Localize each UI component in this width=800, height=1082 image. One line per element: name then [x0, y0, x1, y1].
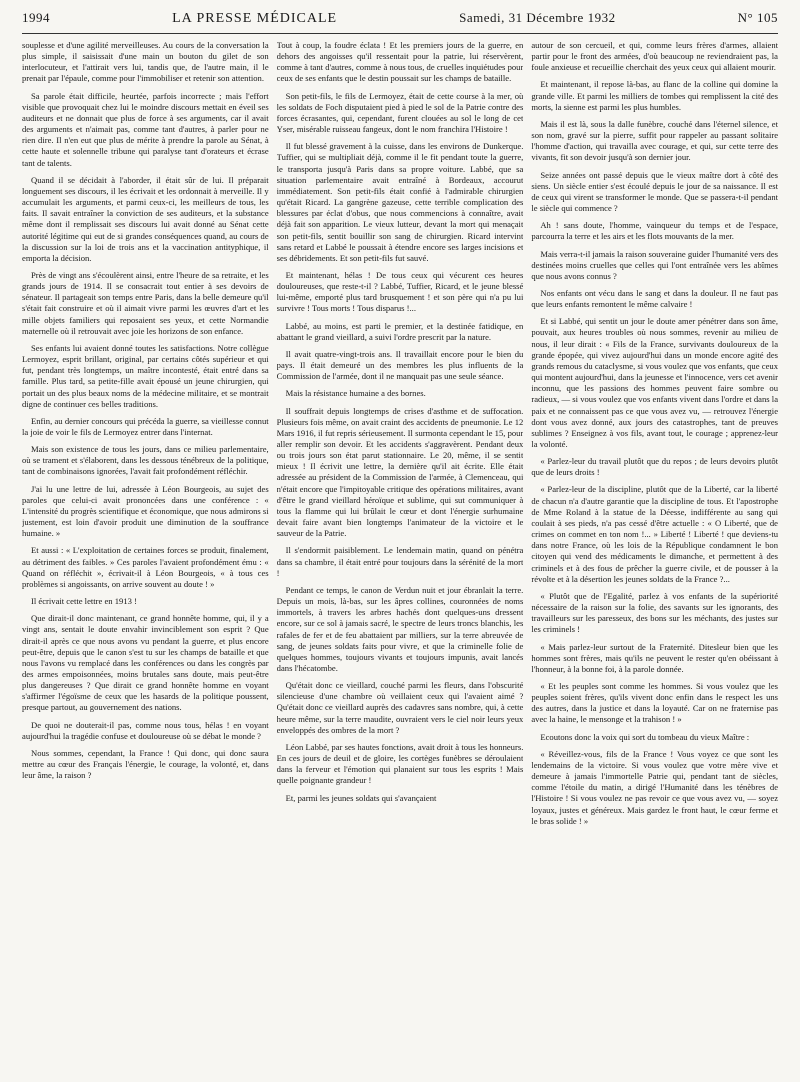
- paragraph: Et, parmi les jeunes soldats qui s'avançaient: [285, 792, 437, 803]
- paragraph: Et si Labbé, qui sentit un jour le doute amer pénétrer dans son âme, pouvait, aux heures troubles où nous sommes, revenir au milieu de nous, il leur dirait : « Fils de la France, survivants douloureux de la grande épopée, qui vivez aujourd'hui dans un monde encore agité des grands remous du cataclysme, si vous voulez que vos enfants, que ceux qui montent aujourd'hui, dans la jeunesse et l'innocence, vers cet avenir inconnu, que les passions des hommes peuvent faire sombre ou radieux, — si vous voulez que vos enfants vivent dans l'ordre et dans la paix et ne connaissent pas ce que vous avez vu, — retrouvez l'énergie dont vous avez donné, aux jours des catastrophes, tant de preuves sublimes ? Enseignez à vos fils, avant tout, le courage ; apprenez-leur la volonté.: [531, 316, 779, 449]
- paragraph: « Réveillez-vous, fils de la France ! Vous voyez ce que sont les lendemains de la victoire. Si vous voulez que votre mère vive et demeure à jamais l'immortelle Patrie qui, pendant tant de siècles, comme l'étoile du matin, a dirigé l'Humanité dans les ténèbres de l'Histoire ! Si vous voulez ne pas revoir ce que vous avez vu, — soyez loyaux, justes et généreux. Mais gardez le front haut, le cœur ferme et le bras solide ! »: [531, 748, 779, 826]
- paragraph: Sa parole était difficile, heurtée, parfois incorrecte ; mais l'effort visible que provoquait chez lui le moindre discours mettait en éveil ses auditeurs et ne donnait que plus de force à ses arguments, car il avait des arguments et n'aimait pas, comme tant d'autres, à parler pour ne rien dire. Il n'en eut que plus de mérite à prendre la parole au Sénat, à cette haute et solennelle tribune qui paralyse tant d'orateurs et écrase tant de talents.: [22, 90, 269, 168]
- paragraph: Labbé, au moins, est parti le premier, et la destinée fatidique, en abattant le grand vieillard, a suivi l'ordre prescrit par la nature.: [276, 320, 524, 342]
- paragraph: « Parlez-leur du travail plutôt que du repos ; de leurs devoirs plutôt que de leurs droits !: [531, 456, 779, 478]
- paragraph: Quand il se décidait à l'aborder, il était sûr de lui. Il préparait longuement ses discours, il les écrivait et les ordonnait à merveille. Il y accumulait les arguments, et parmi ceux-ci, les meilleurs de tous, les faits. Il savait entraîner la conviction de ses auditeurs, et la substance même dont il remplissait ses discours lui avait donné au Sénat cette autorité légitime qui eut de si grandes conséquences quand, au cours de la discussion sur la loi de trois ans et la vaccination antityphique, il emporta la décision.: [22, 174, 269, 263]
- paragraph: Il fut blessé gravement à la cuisse, dans les environs de Dunkerque. Tuffier, qui se multipliait déjà, comme il le fit pendant toute la guerre, le transporta jusqu'à Paris dans sa propre voiture. Labbé, que sa situation parlementaire avait entraîné à Bordeaux, accourut immédiatement. Son petit-fils était confié à l'admirable chirurgien qu'était Ricard. La gangrène gazeuse, cette terrible complication des blessures par éclat d'obus, que nous commencions à connaître, avait déjà fait son apparition. Le vieux lutteur, devant la mort qui menaçait son petit-fils, sentit bouillir son sang de chirurgien. Ricard intervint sans retard et Labbé le poussait à étendre encore ses larges incisions et ses débridements. Et son petit-fils fut sauvé.: [276, 141, 524, 263]
- paragraph: Seize années ont passé depuis que le vieux maître dort à côté des siens. Un siècle entier s'est écoulé depuis le jour de sa naissance. Il est de ceux qui virent se transformer le monde. Que se passera-t-il pendant le siècle qui commence ?: [531, 169, 779, 214]
- paragraph: Et aussi : « L'exploitation de certaines forces se produit, finalement, au détriment des faibles. » Ces paroles l'avaient profondément ému : « Quand on réfléchit », écrivait-il à Léon Bourgeois, « à tous ces problèmes si angoissants, on arrive souvent au doute ! »: [22, 545, 269, 589]
- paragraph: Près de vingt ans s'écoulèrent ainsi, entre l'heure de sa retraite, et les grands jours de 1914. Il se consacrait tout entier à ses devoirs de sénateur. Il partageait son temps entre Paris, dans la belle demeure qu'il s'était fait construire et où il aimait vivre parmi les œuvres d'art et les mille objets familiers qui reposaient ses yeux, et cette Normandie maternelle où il retrouvait avec joie les horizons de son enfance.: [22, 269, 269, 336]
- paragraph: Léon Labbé, par ses hautes fonctions, avait droit à tous les honneurs. En ces jours de deuil et de gloire, les cortèges funèbres se déroulaient dans la ferveur et l'émotion qui planaient sur tous les esprits ! Mais quelle poignante grandeur !: [276, 741, 524, 786]
- paragraph: Mais la résistance humaine a des bornes.: [285, 388, 426, 399]
- column-left: [22, 40, 269, 1060]
- paragraph: Mais verra-t-il jamais la raison souveraine guider l'humanité vers des destinées moins cruelles que celles qui l'ont entraînée vers les abîmes que nous avons connus ?: [531, 248, 779, 281]
- paragraph: « Mais parlez-leur surtout de la Fraternité. Ditesleur bien que les hommes sont frères, mais qu'ils ne peuvent le rester qu'en obéissant à l'honneur, à la bonne foi, à la parole donnée.: [531, 641, 779, 674]
- paragraph: Ses enfants lui avaient donné toutes les satisfactions. Notre collègue Lermoyez, esprit brillant, original, par certains côtés supérieur et qui fut, pendant très longtemps, un maître incontesté, était entré dans sa famille. Plus tard, sa petite-fille avait épousé un jeune chirurgien, qui portait un des plus beaux noms de la médecine militaire, et se montrait digne de continuer ces belles traditions.: [22, 342, 269, 409]
- paragraph: Qu'était donc ce vieillard, couché parmi les fleurs, dans l'obscurité silencieuse d'une chambre où veillaient ceux qui l'avaient aimé ? Qu'était donc ce vieillard auprès des cadavres sans nombre, qui, à cette heure même, sur la terre maudite, ouvraient vers le ciel noir leurs yeux enveloppés des ombres de la mort ?: [276, 680, 524, 735]
- paragraph: Et maintenant, il repose là-bas, au flanc de la colline qui domine la grande ville. Et parmi les milliers de tombes qui remplissent la cité des morts, la sienne est parmi les plus humbles.: [531, 79, 779, 112]
- paragraph: J'ai lu une lettre de lui, adressée à Léon Bourgeois, au sujet des paroles que celui-ci avait prononcées dans une conférence : « L'intensité du progrès scientifique et économique, que nous admirons si justement, est loin d'avoir produit une diminution de la souffrance humaine. »: [22, 483, 269, 539]
- paragraph: Mais il est là, sous la dalle funèbre, couché dans l'éternel silence, et son nom, gravé sur la pierre, suffit pour rappeler au passant solitaire l'homme d'action, qui travailla avec courage, et qui, sur cette terre des vivants, fit son devoir jusqu'à son dernier jour.: [531, 118, 779, 163]
- paragraph: « Parlez-leur de la discipline, plutôt que de la Liberté, car la liberté de chacun n'a d'autre garantie que la discipline de tous. Et l'apostrophe de Mme Roland à la statue de la Déesse, indifférente au sang qui coulait à ses pieds, n'a pas cessé d'être actuelle : « O Liberté, que de crimes on commet en ton nom !... » Liberté ! Liberté ! que deviens-tu dans notre France, où les lois de la République condamnent le bon citoyen qui vend des médicaments le dimanche, et permettent à des criminels et à des fous de prêcher la guerre civile, et de pousser à la révolte et à la désertion les jeunes soldats de la France ?...: [531, 484, 779, 584]
- paragraph: Son petit-fils, le fils de Lermoyez, était de cette course à la mer, où les soldats de Foch disputaient pied à pied le sol de la Patrie contre des forces écrasantes, qui, cependant, furent clouées au sol le long de cet Yser, misérable ruisseau fangeux, dont le nom franchira l'Histoire !: [276, 90, 524, 135]
- column-right: [531, 40, 778, 1060]
- paragraph: Il avait quatre-vingt-trois ans. Il travaillait encore pour le bien du pays. Il était demeuré un des membres les plus influents de la Commission de l'armée, dont il ne manquait pas une seule séance.: [276, 348, 524, 382]
- paragraph: Nous sommes, cependant, la France ! Qui donc, qui donc saura mettre au cœur des Français l'énergie, le courage, la volonté, et, dans leur âme, la raison ?: [22, 747, 269, 781]
- paragraph: Mais son existence de tous les jours, dans ce milieu parlementaire, où se trament et s'élaborent, dans les dessous ténébreux de la politique, tant de combinaisons ignorées, l'avait fait profondément réfléchir.: [22, 444, 269, 477]
- paragraph: « Plutôt que de l'Egalité, parlez à vos enfants de la supériorité nécessaire de la raison sur la folie, des savants sur les ignorants, des travailleurs sur les paresseux, des bons sur les méchants, des justes sur les criminels !: [531, 590, 779, 635]
- paragraph: Pendant ce temps, le canon de Verdun nuit et jour ébranlait la terre. Depuis un mois, là-bas, sur les âpres collines, couronnées de noms immortels, à travers les arbres hachés dont quelques-uns dressent encore, sur ce sol à jamais sacré, le spectre de leurs troncs blanchis, les rafales de fer et de feu abattaient par milliers, sur la terre abreuvée de sang, de jeunes soldats faits pour vivre, et que la criminelle folie de quelques hommes, toujours vivants et toujours impunis, avait lancés dans l'hécatombe.: [276, 584, 524, 673]
- article-columns: [22, 40, 778, 1060]
- paragraph: Ah ! sans doute, l'homme, vainqueur du temps et de l'espace, parcourra la terre et les airs et les flots mouvants de la mer.: [531, 220, 779, 242]
- paragraph: Il s'endormit paisiblement. Le lendemain matin, quand on pénétra dans sa chambre, il était entré pour toujours dans la sérénité de la mort !: [276, 545, 524, 578]
- paragraph: Tout à coup, la foudre éclata ! Et les premiers jours de la guerre, en dehors des angoisses qu'il ressentait pour la patrie, lui réservèrent, comme à tant d'autres, comme à nous tous, de cruelles inquiétudes pour ceux de ses enfants que le destin poussait sur les champs de bataille.: [276, 40, 524, 84]
- paragraph: De quoi ne douterait-il pas, comme nous tous, hélas ! en voyant aujourd'hui la tragédie confuse et douloureuse où se débat le monde ?: [22, 719, 269, 741]
- paragraph: Et maintenant, hélas ! De tous ceux qui vécurent ces heures douloureuses, que reste-t-il ? Labbé, Tuffier, Ricard, et le jeune blessé lui-même, emporté plus tard brusquement ! et son père qui n'a pu lui survivre ! Tous morts ! Tous disparus !...: [276, 269, 524, 314]
- paragraph: Ecoutons donc la voix qui sort du tombeau du vieux Maître :: [540, 731, 750, 742]
- journal-title: LA PRESSE MÉDICALE: [172, 11, 338, 26]
- issue-number: N° 105: [737, 10, 778, 25]
- page-header: [22, 10, 778, 30]
- issue-date: Samedi, 31 Décembre 1932: [459, 10, 616, 25]
- page-number: 1994: [22, 10, 50, 25]
- paragraph: Il souffrait depuis longtemps de crises d'asthme et de suffocation. Plusieurs fois même, on avait craint des accidents de pneumonie. Le 12 Mars 1916, il fut repris sérieusement. Il surmonta cependant le 15, pour aller remplir son devoir. Et les accidents s'aggravèrent. Pendant deux ou trois jours son état parut stationnaire. Le 20, même, il se sentit mieux ! Il écrivit une lettre, la dernière qu'il ait écrite. Elle était adressée au président de la Commission de l'armée, à Clemenceau, qui n'était encore que l'impitoyable critique des opérations militaires, avant d'être le grand vieillard héroïque et sublime, qui sut communiquer à tous la flamme qui lui brûlait le cœur et dont l'énergie surhumaine devait faire avant bien longtemps l'animateur de la victoire et le sauveur de la Patrie.: [276, 405, 524, 539]
- header-divider: [22, 33, 778, 34]
- column-middle: [277, 40, 524, 1060]
- paragraph: autour de son cercueil, et qui, comme leurs frères d'armes, allaient partir pour le front des armées, d'où beaucoup ne reviendraient pas, la foule anxieuse et recueillie cherchait des yeux ceux qui allaient mourir.: [531, 40, 779, 73]
- paragraph: « Et les peuples sont comme les hommes. Si vous voulez que les peuples soient frères, qu'ils vivent donc enfin dans le respect les uns des autres, dans la justice et dans la loyauté. Car on ne fraternise pas avec la haine, le mensonge et la trahison ! »: [531, 680, 779, 725]
- paragraph: Il écrivait cette lettre en 1913 !: [31, 596, 137, 607]
- paragraph: Nos enfants ont vécu dans le sang et dans la douleur. Il ne faut pas que leurs enfants remontent le même calvaire !: [531, 287, 779, 310]
- paragraph: souplesse et d'une agilité merveilleuses. Au cours de la conversation la plus simple, il saisissait d'une main un bouton du gilet de son interlocuteur, et l'attirait vers lui, tandis que, de l'autre main, il le prenait par l'épaule, comme pour l'immobiliser et retenir son attention.: [22, 40, 269, 84]
- paragraph: Enfin, au dernier concours qui précéda la guerre, sa vieillesse connut la joie de voir le fils de Lermoyez entrer dans l'internat.: [22, 415, 269, 437]
- paragraph: Que dirait-il donc maintenant, ce grand honnête homme, qui, il y a vingt ans, sentait le doute envahir invinciblement son esprit ? Que dirait-il après ce que nous avons vu pendant la guerre, et plus encore peut-être, depuis que le canon s'est tu sur les champs de bataille et que nous l'avons vu remplacé dans les conférences ou dans les congrès par des armes empoisonnées, moins brutales sans doute, mais peut-être plus dangereuses ? Que dirait ce grand honnête homme en voyant s'affirmer l'égoïsme de ceux que les hasards de la politique poussent, presque partout, au gouvernement des nations.: [22, 613, 269, 713]
